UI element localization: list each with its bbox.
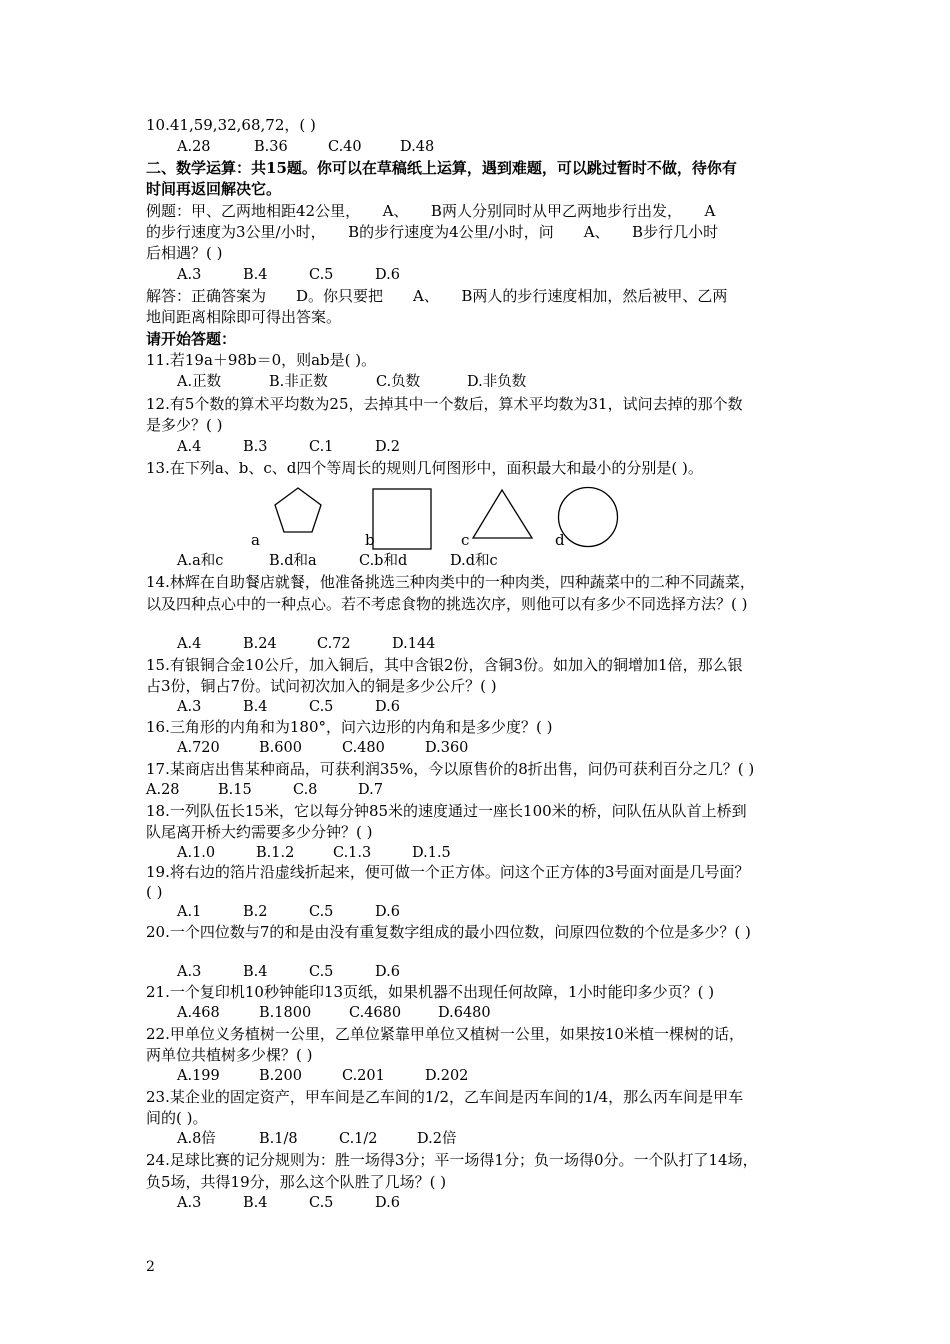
q14-option-c: C.72 <box>317 636 351 652</box>
section-title-line2: 时间再返回解决它。 <box>146 180 282 198</box>
q24-option-b: B.4 <box>243 1195 268 1211</box>
q10-option-c: C.40 <box>328 139 362 155</box>
label-c: c <box>461 531 470 549</box>
q19-option-d: D.6 <box>375 904 400 920</box>
q11-option-c: C.负数 <box>376 374 421 390</box>
q22-option-a: A.199 <box>177 1068 220 1084</box>
q18-option-a: A.1.0 <box>177 845 216 861</box>
q24-option-a: A.3 <box>177 1195 202 1211</box>
q19-stem-line2: ( ) <box>146 883 163 901</box>
q16-stem: 16.三角形的内角和为180°，问六边形的内角和是多少度？( ) <box>146 718 553 736</box>
label-d: d <box>555 531 565 549</box>
q12-option-d: D.2 <box>375 439 400 455</box>
q14-stem-line1: 14.林辉在自助餐店就餐，他准备挑选三种肉类中的一种肉类，四种蔬菜中的二种不同蔬菜， <box>146 573 755 591</box>
label-b: b <box>365 531 375 549</box>
q15-option-a: A.3 <box>177 699 202 715</box>
label-a: a <box>251 531 260 549</box>
q18-stem-line2: 队尾离开桥大约需要多少分钟？( ) <box>146 823 373 841</box>
q15-option-b: B.4 <box>243 699 268 715</box>
q22-stem-line1: 22.甲单位义务植树一公里，乙单位紧靠甲单位又植树一公里，如果按10米植一棵树的话， <box>146 1025 744 1043</box>
q22-option-b: B.200 <box>259 1068 302 1084</box>
q20-option-d: D.6 <box>375 964 400 980</box>
q23-option-b: B.1/8 <box>259 1131 298 1147</box>
q21-option-d: D.6480 <box>438 1005 491 1021</box>
q20-option-a: A.3 <box>177 964 202 980</box>
q22-option-c: C.201 <box>342 1068 385 1084</box>
answer-line2: 地间距离相除即可得出答案。 <box>146 308 342 326</box>
q10-option-a: A.28 <box>177 139 211 155</box>
q19-option-a: A.1 <box>177 904 202 920</box>
square-figure <box>370 486 434 552</box>
q22-option-d: D.202 <box>425 1068 469 1084</box>
q11-option-d: D.非负数 <box>467 374 527 390</box>
q13-option-b: B.d和a <box>269 553 317 569</box>
q15-option-c: C.5 <box>309 699 334 715</box>
q24-option-c: C.5 <box>309 1195 334 1211</box>
q16-option-c: C.480 <box>342 740 385 756</box>
q19-stem-line1: 19.将右边的箔片沿虚线折起来，便可做一个正方体。问这个正方体的3号面对面是几号面？ <box>146 863 750 881</box>
q15-stem-line2: 占3份，铜占7份。试问初次加入的铜是多少公斤？( ) <box>146 677 497 695</box>
q16-option-b: B.600 <box>259 740 302 756</box>
q14-option-a: A.4 <box>177 636 202 652</box>
q18-option-d: D.1.5 <box>412 845 451 861</box>
q12-stem-line1: 12.有5个数的算术平均数为25，去掉其中一个数后，算术平均数为31，试问去掉的那个数 <box>146 395 743 413</box>
q14-stem-line2: 以及四种点心中的一种点心。若不考虑食物的挑选次序，则他可以有多少不同选择方法？( ) <box>146 595 748 613</box>
q20-stem: 20.一个四位数与7的和是由没有重复数字组成的最小四位数，问原四位数的个位是多少？( ) <box>146 923 751 941</box>
q13-option-a: A.a和c <box>177 553 224 569</box>
q19-option-c: C.5 <box>309 904 334 920</box>
q23-option-d: D.2倍 <box>417 1131 457 1147</box>
q17-option-b: B.15 <box>218 782 252 798</box>
q17-option-c: C.8 <box>293 782 318 798</box>
q16-option-d: D.360 <box>425 740 469 756</box>
example-line1: 例题：甲、乙两地相距42公里， A、 B两人分别同时从甲乙两地步行出发， A <box>146 202 716 220</box>
q19-option-b: B.2 <box>243 904 268 920</box>
q16-option-a: A.720 <box>177 740 220 756</box>
example-line3: 后相遇？( ) <box>146 244 223 262</box>
circle-figure <box>556 485 622 551</box>
q14-option-b: B.24 <box>243 636 277 652</box>
example-option-c: C.5 <box>309 267 334 283</box>
q11-option-a: A.正数 <box>177 374 222 390</box>
start-heading: 请开始答题： <box>146 330 237 348</box>
answer-line1: 解答：正确答案为 D。你只要把 A、 B两人的步行速度相加，然后被甲、乙两 <box>146 287 728 305</box>
triangle-figure <box>470 486 536 544</box>
pentagon-figure <box>270 484 326 542</box>
example-option-d: D.6 <box>375 267 400 283</box>
q24-stem-line2: 负5场，共得19分，那么这个队胜了几场？( ) <box>146 1173 447 1191</box>
q24-stem-line1: 24.足球比赛的记分规则为：胜一场得3分；平一场得1分；负一场得0分。一个队打了14场， <box>146 1151 758 1169</box>
q10-stem: 10.41,59,32,68,72，( ) <box>146 116 316 134</box>
q18-option-c: C.1.3 <box>333 845 372 861</box>
q21-stem: 21.一个复印机10秒钟能印13页纸，如果机器不出现任何故障，1小时能印多少页？( ) <box>146 983 715 1001</box>
q13-option-d: D.d和c <box>450 553 498 569</box>
q13-stem: 13.在下列a、b、c、d四个等周长的规则几何图形中，面积最大和最小的分别是( )。 <box>146 459 703 477</box>
q12-stem-line2: 是多少？( ) <box>146 416 223 434</box>
q23-stem-line2: 间的( )。 <box>146 1109 208 1127</box>
q21-option-b: B.1800 <box>259 1005 312 1021</box>
q23-option-c: C.1/2 <box>339 1131 378 1147</box>
section-title-line1: 二、数学运算：共15题。你可以在草稿纸上运算，遇到难题，可以跳过暂时不做，待你有 <box>146 159 737 177</box>
example-option-b: B.4 <box>243 267 268 283</box>
q20-option-c: C.5 <box>309 964 334 980</box>
q10-option-d: D.48 <box>400 139 435 155</box>
example-line2: 的步行速度为3公里/小时， B的步行速度为4公里/小时，问 A、 B步行几小时 <box>146 223 719 241</box>
q21-option-c: C.4680 <box>349 1005 402 1021</box>
q10-option-b: B.36 <box>254 139 288 155</box>
q23-stem-line1: 23.某企业的固定资产，甲车间是乙车间的1/2，乙车间是丙车间的1/4，那么丙车间是甲车 <box>146 1088 744 1106</box>
q12-option-b: B.3 <box>243 439 268 455</box>
example-option-a: A.3 <box>177 267 202 283</box>
q17-option-a: A.28 <box>146 782 180 798</box>
q23-option-a: A.8倍 <box>177 1131 216 1147</box>
q11-option-b: B.非正数 <box>269 374 328 390</box>
q18-stem-line1: 18.一列队伍长15米，它以每分钟85米的速度通过一座长100米的桥，问队伍从队首上桥到 <box>146 802 747 820</box>
q15-option-d: D.6 <box>375 699 400 715</box>
page-number: 2 <box>146 1259 155 1275</box>
q22-stem-line2: 两单位共植树多少棵？( ) <box>146 1046 313 1064</box>
q20-option-b: B.4 <box>243 964 268 980</box>
q24-option-d: D.6 <box>375 1195 400 1211</box>
q21-option-a: A.468 <box>177 1005 220 1021</box>
q17-stem: 17.某商店出售某种商品，可获利润35%，今以原售价的8折出售，问仍可获利百分之几？( ) <box>146 760 755 778</box>
q17-option-d: D.7 <box>358 782 383 798</box>
q18-option-b: B.1.2 <box>256 845 295 861</box>
q12-option-a: A.4 <box>177 439 202 455</box>
q15-stem-line1: 15.有银铜合金10公斤，加入铜后，其中含银2份，含铜3份。如加入的铜增加1倍，那么银 <box>146 656 743 674</box>
q14-option-d: D.144 <box>392 636 436 652</box>
q12-option-c: C.1 <box>309 439 334 455</box>
q13-option-c: C.b和d <box>359 553 408 569</box>
q11-stem: 11.若19a＋98b＝0，则ab是( )。 <box>146 351 377 369</box>
